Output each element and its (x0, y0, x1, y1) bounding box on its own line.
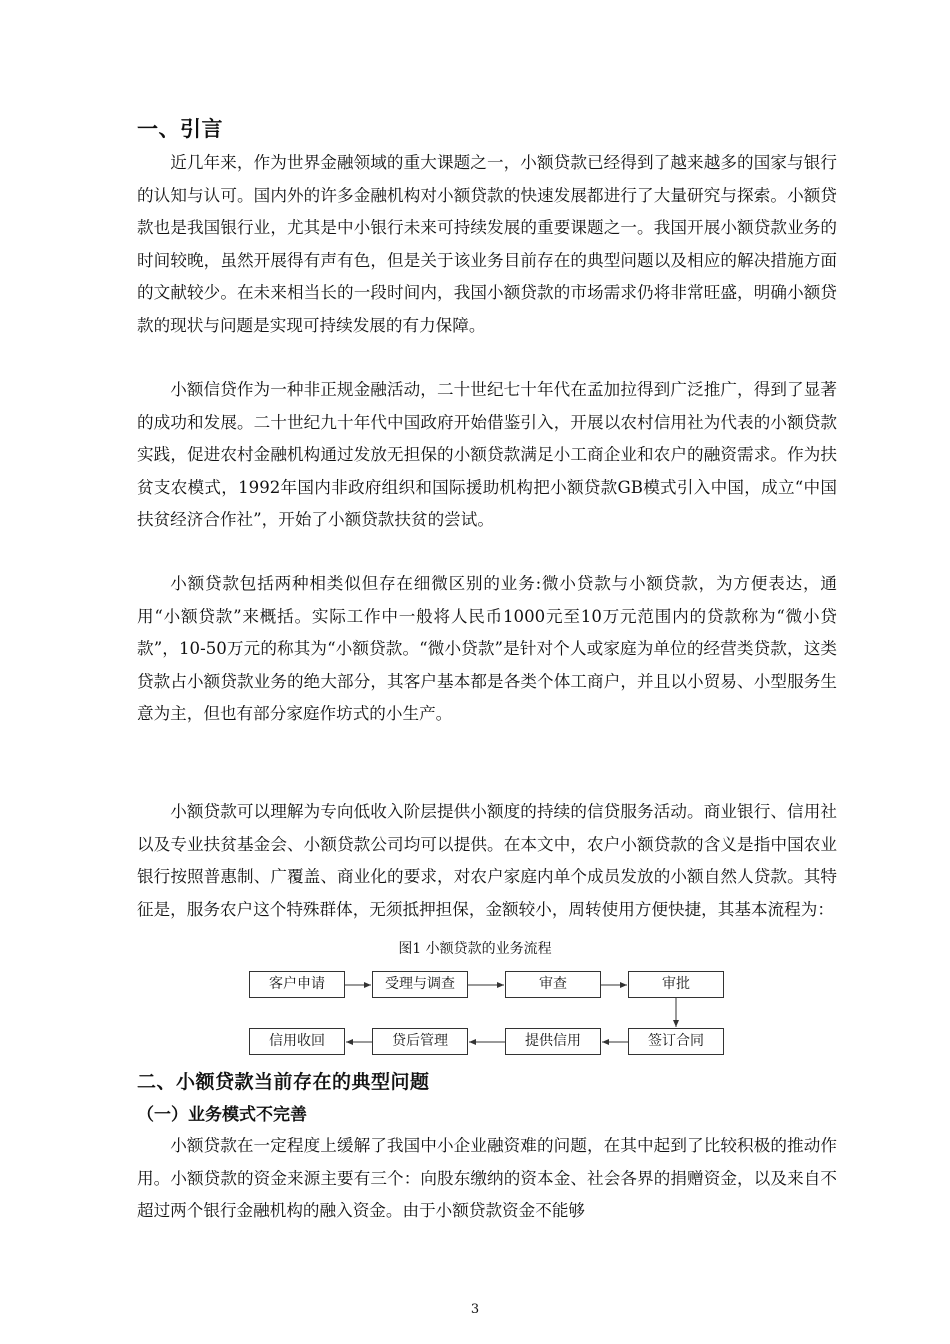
figure-caption: 图1 小额贷款的业务流程 (398, 941, 552, 957)
flow-box-review: 审查 (505, 971, 601, 998)
paragraph-2: 小额信贷作为一种非正规金融活动，二十世纪七十年代在孟加拉得到广泛推广，得到了显著的成功和发展。二十世纪九十年代中国政府开始借鉴引入，开展以农村信用社为代表的小额贷款实践，促进农村金融机构通过发放无担保的小额贷款满足小工商企业和农户的融资需求。作为扶贫支农模式，1992年国内非政府组织和国际援助机构把小额贷款GB模式引入中国，成立“中国扶贫经济合作社”，开始了小额贷款扶贫的尝试。 (137, 380, 837, 529)
paragraph-4: 小额贷款可以理解为专向低收入阶层提供小额度的持续的信贷服务活动。商业银行、信用社以及专业扶贫基金会、小额贷款公司均可以提供。在本文中，农户小额贷款的含义是指中国农业银行按照普惠制、广覆盖、商业化的要求，对农户家庭内单个成员发放的小额自然人贷款。其特征是，服务农户这个特殊群体，无须抵押担保，金额较小，周转使用方便快捷，其基本流程为： (137, 802, 837, 919)
section-heading-introduction: 一、引言 (137, 117, 223, 141)
flow-box-provide-credit: 提供信用 (505, 1028, 601, 1055)
flow-box-credit-recovery: 信用收回 (249, 1028, 345, 1055)
flow-box-customer-application: 客户申请 (249, 971, 345, 998)
page-number: 3 (470, 1302, 480, 1317)
subsection-heading-business-model: （一）业务模式不完善 (137, 1105, 307, 1125)
flow-box-post-loan-management: 贷后管理 (372, 1028, 468, 1055)
paragraph-3: 小额贷款包括两种相类似但存在细微区别的业务:微小贷款与小额贷款，为方便表达，通用“小额贷款”来概括。实际工作中一般将人民币1000元至10万元范围内的贷款称为“微小贷款”，10-50万元的称其为“小额贷款。“微小贷款”是针对个人或家庭为单位的经营类贷款，这类贷款占小额贷款业务的绝大部分，其客户基本都是各类个体工商户，并且以小贸易、小型服务生意为主，但也有部分家庭作坊式的小生产。 (137, 574, 837, 723)
flow-box-approval: 审批 (628, 971, 724, 998)
paragraph-5: 小额贷款在一定程度上缓解了我国中小企业融资难的问题，在其中起到了比较积极的推动作用。小额贷款的资金来源主要有三个：向股东缴纳的资本金、社会各界的捐赠资金，以及来自不超过两个银行金融机构的融入资金。由于小额贷款资金不能够 (137, 1136, 837, 1220)
paragraph-1: 近几年来，作为世界金融领域的重大课题之一，小额贷款已经得到了越来越多的国家与银行的认知与认可。国内外的许多金融机构对小额贷款的快速发展都进行了大量研究与探索。小额贷款也是我国银行业，尤其是中小银行未来可持续发展的重要课题之一。我国开展小额贷款业务的时间较晚，虽然开展得有声有色，但是关于该业务目前存在的典型问题以及相应的解决措施方面的文献较少。在未来相当长的一段时间内，我国小额贷款的市场需求仍将非常旺盛，明确小额贷款的现状与问题是实现可持续发展的有力保障。 (137, 153, 837, 335)
section-heading-typical-problems: 二、小额贷款当前存在的典型问题 (137, 1071, 430, 1093)
flow-box-sign-contract: 签订合同 (628, 1028, 724, 1055)
flow-box-acceptance-investigation: 受理与调查 (372, 971, 468, 998)
